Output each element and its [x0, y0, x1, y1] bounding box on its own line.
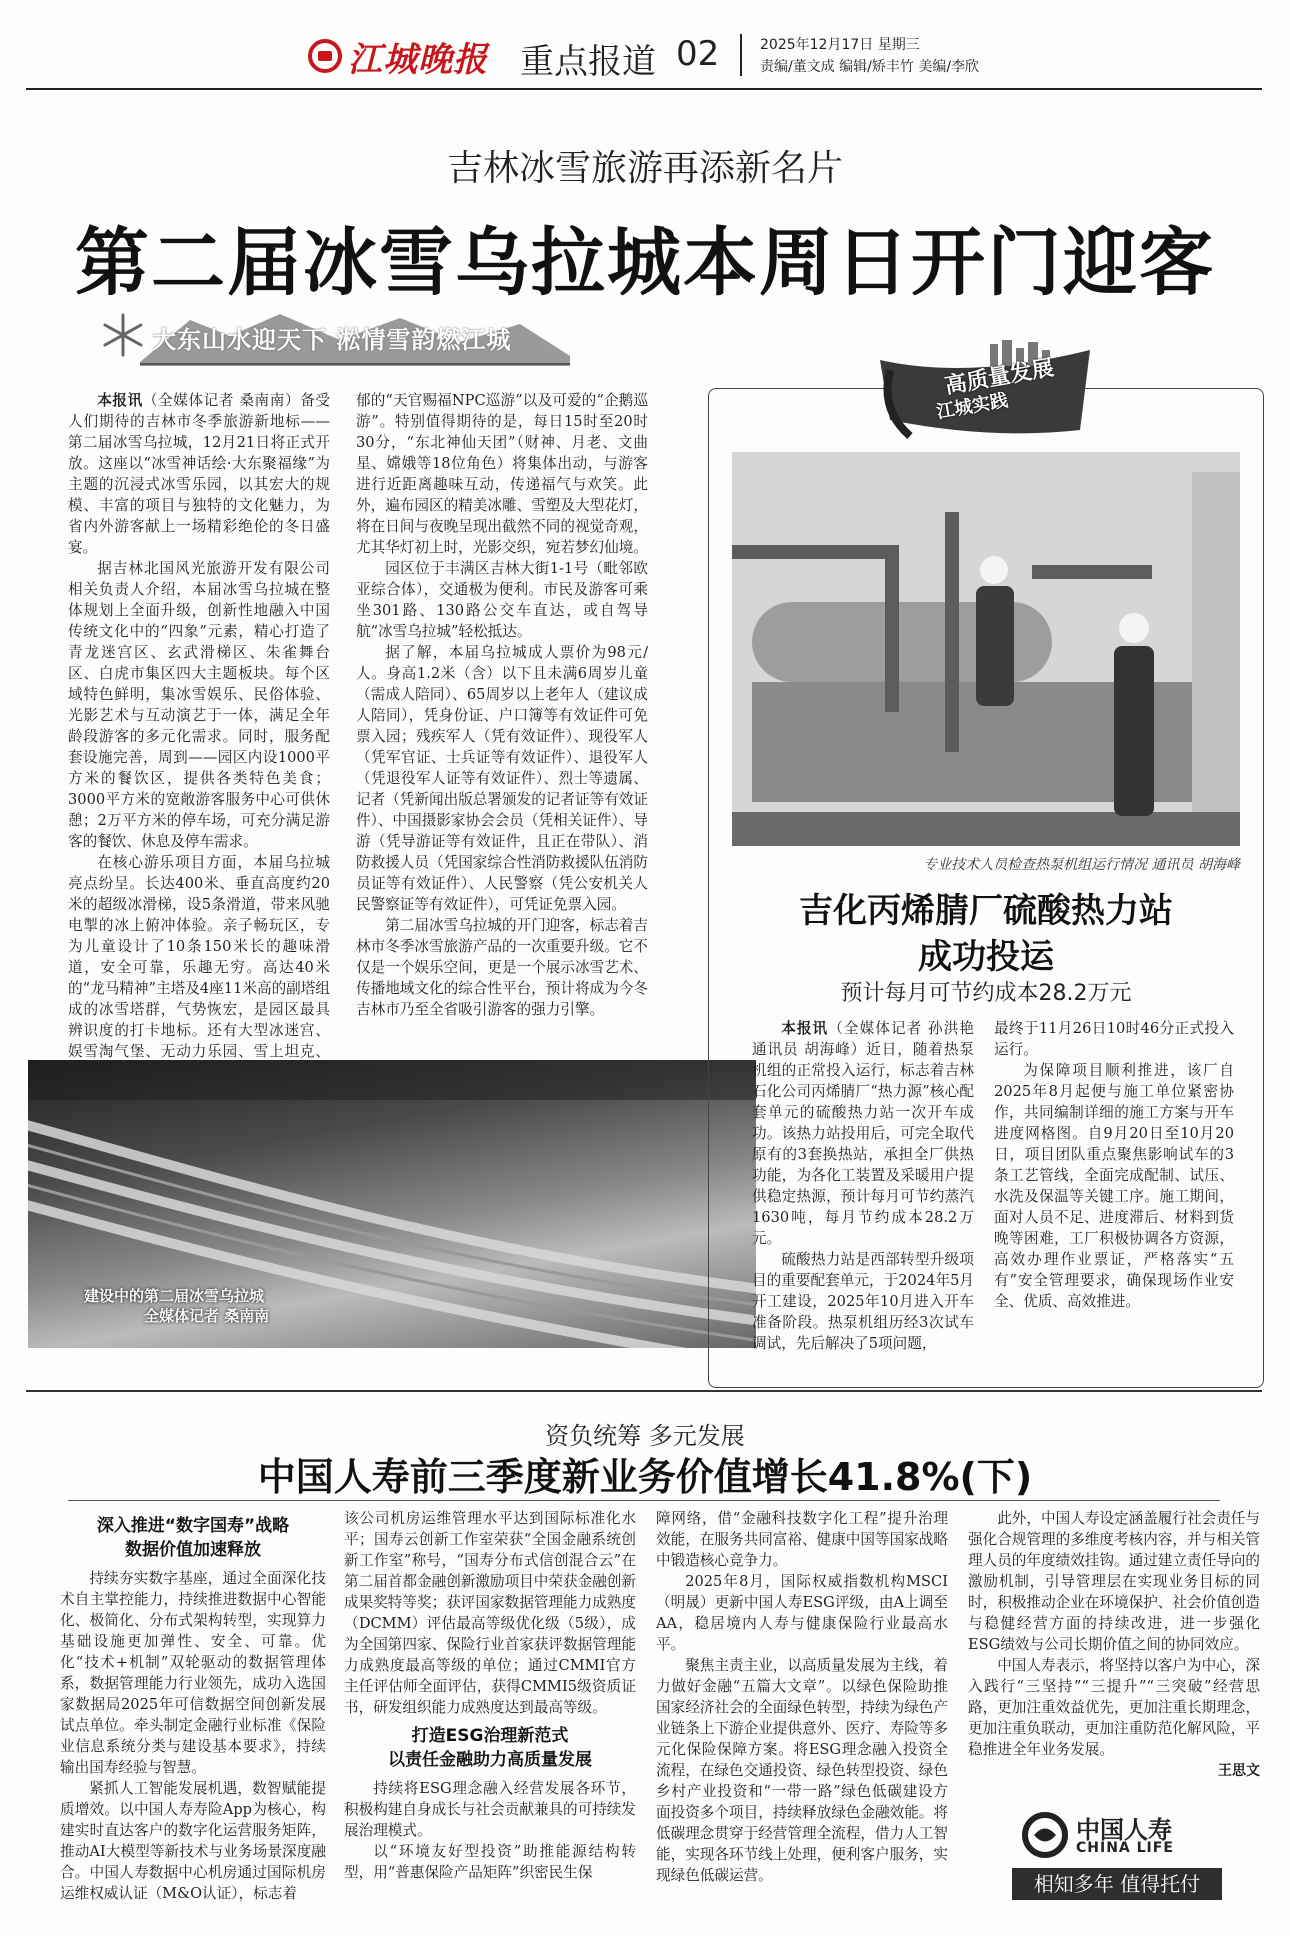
- section-separator: [26, 1390, 1262, 1392]
- section-title: 重点报道: [520, 42, 656, 82]
- article3-column-3: [656, 1508, 948, 1886]
- caption-line: 建设中的第二届冰雪乌拉城: [84, 1287, 265, 1305]
- article1-column-2: [356, 390, 648, 1020]
- paragraph: 据了解，本届乌拉城成人票价为98元/人。身高1.2米（含）以下且未满6周岁儿童（需成人陪同）、65周岁以上老年人（建议成人陪同），凭身份证、户口簿等有效证件可免票入园；残疾军人（凭有效证件）、现役军人（凭军官证、士兵证等有效证件）、退役军人（凭退役军人证等有效证件）、烈士等遗属、记者（凭新闻出版总署颁发的记者证等有效证件）、中国摄影家协会会员（凭相关证件）、导游（凭导游证等有效证件，且正在带队）、消防救援人员（凭国家综合性消防救援队伍消防员证等有效证件）、人民警察（凭公安机关人民警察证等有效证件），可凭证免票入园。: [356, 644, 648, 913]
- subhead-line: 数据价值加速释放: [125, 1540, 261, 1560]
- subhead-line: 以责任金融助力高质量发展: [388, 1750, 592, 1770]
- paragraph: 为保障项目顺利推进，该厂自2025年8月起便与施工单位紧密协作，共同编制详细的施工方案与开车进度网格图。自9月20日至10月20日，项目团队重点聚焦影响试车的3条工艺管线，全面完成配制、试压、水洗及保温等关键工序。施工期间，面对人员不足、进度滞后、材料到货晚等困难，工厂积极协调各方资源，高效办理作业票证，严格落实“五有”安全管理要求，确保现场作业安全、优质、高效推进。: [994, 1062, 1234, 1310]
- series-stamp: [870, 340, 1100, 450]
- paragraph: 该公司机房运维管理水平达到国际标准化水平；国寿云创新工作室荣获“全国金融系统创新工作室”称号，“国寿分布式信创混合云”在第二届首都金融创新激励项目中荣获金融创新成果奖特等奖；获评国家数据管理能力成熟度（DCMM）评估最高等级优化级（5级），成为全国第四家、保险行业首家获评数据管理能力成熟度最高等级的单位；通过CMMI官方主任评估师全面评估，获得CMMI5级资质证书，研发组织能力成熟度达到最高等级。: [344, 1510, 636, 1716]
- paragraph: 中国人寿表示，将坚持以客户为中心，深入践行“三坚持”“三提升”“三突破”经营思路，更加注重效益优先，更加注重长期理念，更加注重负联动，更加注重防范化解风险，平稳推进全年业务发展。: [968, 1657, 1260, 1758]
- article3-column-2: [344, 1508, 636, 1883]
- ice-slide-photo: [28, 1060, 756, 1348]
- article2-headline-line-1: 吉化丙烯腈厂硫酸热力站: [799, 891, 1173, 931]
- paragraph: 聚焦主责主业，以高质量发展为主线，着力做好金融“五篇大文章”。以绿色保险助推国家经济社会的全面绿色转型，持续为绿色产业链条上下游企业提供意外、医疗、寿险等多元化保险保障方案。将ESG理念融入投资全流程，在绿色交通投资、绿色转型投资、绿色乡村产业投资和“一带一路”绿色低碳建设方面投资多个项目，持续释放绿色金融效能。将低碳理念贯穿于经营管理全流程，借力人工智能，实现各环节线上处理，便利客户服务，实现绿色低碳运营。: [656, 1657, 948, 1884]
- article3-subhead-1: [60, 1514, 326, 1562]
- article1-kicker: 吉林冰雪旅游再添新名片: [446, 148, 843, 189]
- article3-headline: 中国人寿前三季度新业务价值增长41.8%(下): [257, 1455, 1033, 1499]
- article2-column-1: [752, 1018, 974, 1354]
- paragraph: 最终于11月26日10时46分正式投入运行。: [994, 1020, 1234, 1058]
- paragraph: 据吉林北国风光旅游开发有限公司相关负责人介绍，本届冰雪乌拉城在整体规划上全面升级，创新性地融入中国传统文化中的“四象”元素，精心打造了青龙迷宫区、玄武滑梯区、朱雀舞台区、白虎市集区四大主题板块。每个区域特色鲜明，集冰雪娱乐、民俗体验、光影艺术与互动演艺于一体，满足全年龄段游客的多元化需求。同时，服务配套设施完善，周到——园区内设1000平方米的餐饮区，提供各类特色美食；3000平方米的宽敞游客服务中心可供休憩；2万平方米的停车场，可充分满足游客的餐饮、休息及停车需求。: [68, 560, 330, 850]
- paragraph: 在核心游乐项目方面，本届乌拉城亮点纷呈。长达400米、垂直高度约20米的超级冰滑梯，设5条滑道，带来风驰电掣的冰上俯冲体验。亲子畅玩区，专为儿童设计了10条150米长的趣味滑道，安全可靠，乐趣无穷。高达40米的“龙马精神”主塔及4座11米高的副塔组成的冰雪塔群，气势恢宏，是园区最具辨识度的打卡地标。还有大型冰迷宫、娱雪淘气堡、无动力乐园、雪上坦克、: [68, 854, 330, 1060]
- article1-lead: （全媒体记者 桑南南）备受人们期待的吉林市冬季旅游新地标——第二届冰雪乌拉城，12月21日将正式开放。这座以“冰雪神话绘·大东聚福缘”为主题的沉浸式冰雪乐园，以其宏大的规模、丰富的项目与独特的文化魅力，为省内外游客献上一场精彩绝伦的冬日盛宴。: [68, 392, 330, 556]
- article1-column-1: [68, 390, 330, 1167]
- subhead-line: 打造ESG治理新范式: [411, 1726, 569, 1746]
- header-divider: [740, 34, 742, 76]
- article3-column-4: [968, 1508, 1260, 1780]
- heat-pump-photo-caption: 专业技术人员检查热泵机组运行情况 通讯员 胡海峰: [923, 857, 1240, 873]
- china-life-emblem-icon: [1022, 1812, 1068, 1858]
- banner-slogan: 大东山水迎天下 淞情雪韵燃江城: [152, 326, 512, 354]
- article1-headline: 第二届冰雪乌拉城本周日开门迎客: [75, 220, 1215, 306]
- masthead-emblem-icon: [308, 39, 342, 73]
- article3-column-1: [60, 1514, 326, 1904]
- paragraph: 硫酸热力站是西部转型升级项目的重要配套单元，于2024年5月开工建设，2025年10月进入开车准备阶段。热泵机组历经3次试车调试，先后解决了5项问题，: [752, 1251, 974, 1352]
- article3-kicker: 资负统筹 多元发展: [545, 1422, 745, 1450]
- article2-lead: （全媒体记者 孙洪艳 通讯员 胡海峰）近日，随着热泵机组的正常投入运行，标志着吉林石化公司丙烯腈厂“热力源”核心配套单元的硫酸热力站一次开车成功。该热力站投用后，可完全取代原有的3套换热站，承担全厂供热功能，为各化工装置及采暖用户提供稳定热源，预计每月可节约蒸汽1630吨，每月节约成本28.2万元。: [752, 1020, 974, 1247]
- masthead-logo: [308, 34, 508, 78]
- china-life-slogan: 相知多年 值得托付: [1012, 1868, 1222, 1900]
- page-number: 02: [676, 34, 720, 74]
- paragraph: 持续将ESG理念融入经营发展各环节，积极构建自身成长与社会贡献兼具的可持续发展治理模式。: [344, 1780, 636, 1839]
- caption-credit: 全媒体记者 桑南南: [144, 1307, 270, 1325]
- article3-signature: 王思文: [1218, 1763, 1260, 1779]
- paragraph: 郁的“天官赐福NPC巡游”以及可爱的“企鹅巡游”。特别值得期待的是，每日15时至20时30分，“东北神仙天团”（财神、月老、文曲星、嫦娥等18位角色）将集体出动，与游客进行近距离趣味互动，传递福气与欢笑。此外，遍布园区的精美冰雕、雪塑及大型花灯，将在日间与夜晚呈现出截然不同的视觉奇观，尤其华灯初上时，光影交织，宛若梦幻仙境。: [356, 392, 648, 556]
- paragraph: 此外，中国人寿设定涵盖履行社会责任与强化合规管理的多维度考核内容，并与相关管理人员的年度绩效挂钩。通过建立责任导向的激励机制，引导管理层在实现业务目标的同时，积极推动企业在环境保护、社会价值创造与稳健经营方面的持续改进，进一步强化ESG绩效与公司长期价值之间的协同效应。: [968, 1510, 1260, 1653]
- issue-date: 2025年12月17日 星期三: [760, 37, 920, 53]
- paragraph: 持续夯实数字基座，通过全面深化技术自主掌控能力，持续推进数据中心智能化、极简化、分布式架构转型，实现算力基础设施更加弹性、安全、可靠。优化“技术+机制”双轮驱动的数据管理体系，数据管理能力行业领先，成功入选国家数据局2025年可信数据空间创新发展试点单位。牵头制定金融行业标准《保险业信息系统分类与建设基本要求》，持续输出国寿经验与智慧。: [60, 1570, 326, 1776]
- heat-pump-illustration: [732, 452, 1240, 846]
- article3-subhead-2: [344, 1724, 636, 1772]
- paragraph: 障网络，借“金融科技数字化工程”提升治理效能，在服务共同富裕、健康中国等国家战略中锻造核心竞争力。: [656, 1510, 948, 1569]
- paragraph: 2025年8月，国际权威指数机构MSCI（明晟）更新中国人寿ESG评级，由A上调至AA，稳居境内人寿与健康保险行业最高水平。: [656, 1573, 948, 1653]
- paragraph: 紧抓人工智能发展机遇，数智赋能提质增效。以中国人寿寿险App为核心，构建实时直达客户的数字化运营服务矩阵，推动AI大模型等新技术与业务场景深度融合。中国人寿数据中心机房通过国际机房运维权威认证（M&O认证），标志着: [60, 1780, 326, 1902]
- subhead-line: 深入推进“数字国寿”战略: [96, 1516, 290, 1536]
- article1-banner: [100, 306, 580, 370]
- paragraph: 第二届冰雪乌拉城的开门迎客，标志着吉林市冬季冰雪旅游产品的一次重要升级。它不仅是一个娱乐空间，更是一个展示冰雪艺术、传播地域文化的综合性平台，预计将成为今冬吉林市乃至全省吸引游客的强力引擎。: [356, 917, 648, 1018]
- article2-headline-line-2: 成功投运: [918, 937, 1054, 977]
- article1-byline: 本报讯: [97, 392, 143, 409]
- paragraph: 园区位于丰满区吉林大街1-1号（毗邻欧亚综合体），交通极为便利。市民及游客可乘坐301路、130路公交车直达，或自驾导航“冰雪乌拉城”轻松抵达。: [356, 560, 648, 640]
- heat-pump-photo: [732, 452, 1240, 846]
- ice-slide-photo-caption: [84, 1286, 269, 1326]
- article2-subhead: 预计每月可节约成本28.2万元: [840, 981, 1132, 1006]
- editor-credits: 责编/董文成 编辑/矫丰竹 美编/李欣: [760, 59, 980, 75]
- china-life-logo: [1022, 1806, 1222, 1866]
- china-life-name-cn: 中国人寿: [1076, 1816, 1172, 1844]
- china-life-name-en: CHINA LIFE: [1076, 1840, 1174, 1856]
- stamp-line-2: 江城实践: [934, 389, 1010, 424]
- stamp-line-1: 高质量发展: [943, 355, 1056, 400]
- article3-rule: [68, 1500, 1220, 1501]
- header-rule: [26, 88, 1262, 90]
- masthead-title: 江城晚报: [348, 39, 488, 80]
- article2-byline: 本报讯: [781, 1020, 829, 1037]
- article2-column-2: [994, 1018, 1234, 1312]
- snowflake-icon: [100, 312, 146, 358]
- paragraph: 以“环境友好型投资”助推能源结构转型，用“普惠保险产品矩阵”织密民生保: [344, 1843, 636, 1881]
